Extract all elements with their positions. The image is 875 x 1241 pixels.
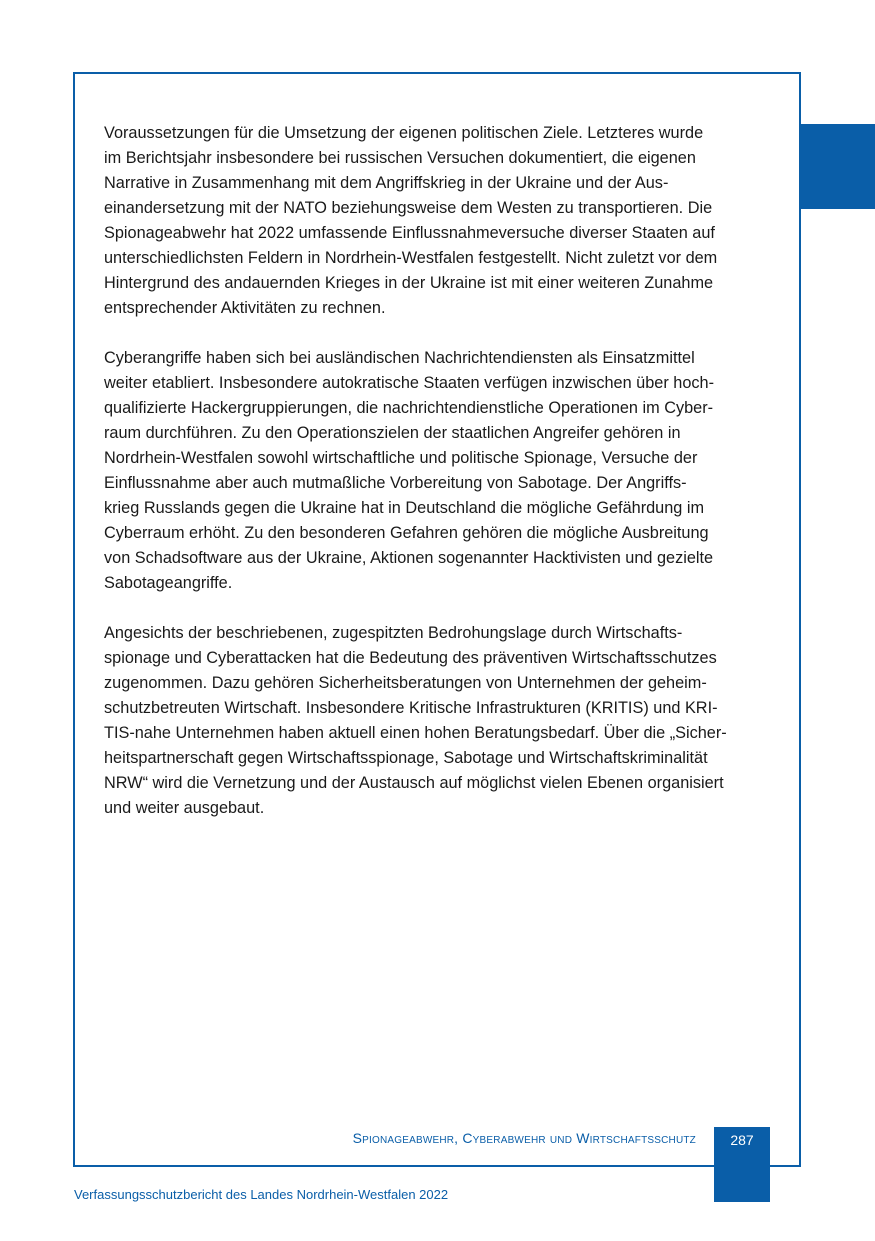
text-line: schutzbetreuten Wirtschaft. Insbesondere Kritische Infrastrukturen (KRITIS) und KRI- xyxy=(104,699,718,717)
text-line: und weiter ausgebaut. xyxy=(104,799,265,817)
text-line: Sabotageangriffe. xyxy=(104,574,233,592)
text-line: Nordrhein-Westfalen sowohl wirtschaftliche und politische Spionage, Versuche der xyxy=(104,449,698,467)
page-number-box xyxy=(714,1127,770,1202)
text-line: NRW“ wird die Vernetzung und der Austausch auf möglichst vielen Ebenen organisiert xyxy=(104,774,724,792)
paragraph-3 xyxy=(104,621,772,821)
text-line: krieg Russlands gegen die Ukraine hat in Deutschland die mögliche Gefährdung im xyxy=(104,499,705,517)
text-line: Cyberraum erhöht. Zu den besonderen Gefahren gehören die mögliche Ausbreitung xyxy=(104,524,709,542)
text-line: von Schadsoftware aus der Ukraine, Aktionen sogenannter Hacktivisten und gezielte xyxy=(104,549,714,567)
paragraph-2 xyxy=(104,346,772,596)
text-line: heitspartnerschaft gegen Wirtschaftsspionage, Sabotage und Wirtschaftskriminalität xyxy=(104,749,708,767)
text-line: weiter etabliert. Insbesondere autokratische Staaten verfügen inzwischen über hoch- xyxy=(104,374,714,392)
text-line: raum durchführen. Zu den Operationszielen der staatlichen Angreifer gehören in xyxy=(104,424,681,442)
text-line: im Berichtsjahr insbesondere bei russischen Versuchen dokumentiert, die eigenen xyxy=(104,149,696,167)
text-line: unterschiedlichsten Feldern in Nordrhein-Westfalen festgestellt. Nicht zuletzt vor dem xyxy=(104,249,718,267)
paragraph-1 xyxy=(104,121,772,321)
text-line: entsprechender Aktivitäten zu rechnen. xyxy=(104,299,386,317)
body-text xyxy=(104,121,772,846)
text-line: Einflussnahme aber auch mutmaßliche Vorbereitung von Sabotage. Der Angriffs- xyxy=(104,474,687,492)
text-line: Hintergrund des andauernden Krieges in der Ukraine ist mit einer weiteren Zunahme xyxy=(104,274,714,292)
report-title: Verfassungsschutzbericht des Landes Nordrhein-Westfalen 2022 xyxy=(74,1187,449,1202)
text-line: Spionageabwehr hat 2022 umfassende Einflussnahmeversuche diverser Staaten auf xyxy=(104,224,715,242)
text-line: qualifizierte Hackergruppierungen, die nachrichtendienstliche Operationen im Cyber- xyxy=(104,399,714,417)
chapter-side-tab xyxy=(799,124,875,209)
chapter-title: Spionageabwehr, Cyberabwehr und Wirtschaftsschutz xyxy=(352,1130,696,1146)
text-line: zugenommen. Dazu gehören Sicherheitsberatungen von Unternehmen der geheim- xyxy=(104,674,707,692)
text-line: einandersetzung mit der NATO beziehungsweise dem Westen zu transportieren. Die xyxy=(104,199,713,217)
text-line: TIS-nahe Unternehmen haben aktuell einen hohen Beratungsbedarf. Über die „Sicher- xyxy=(104,724,727,742)
text-line: Voraussetzungen für die Umsetzung der eigenen politischen Ziele. Letzteres wurde xyxy=(104,124,704,142)
text-line: Narrative in Zusammenhang mit dem Angriffskrieg in der Ukraine und der Aus- xyxy=(104,174,669,192)
text-line: Angesichts der beschriebenen, zugespitzten Bedrohungslage durch Wirtschafts- xyxy=(104,624,683,642)
text-line: spionage und Cyberattacken hat die Bedeutung des präventiven Wirtschaftsschutzes xyxy=(104,649,717,667)
page-number: 287 xyxy=(730,1132,754,1148)
text-line: Cyberangriffe haben sich bei ausländischen Nachrichtendiensten als Einsatzmittel xyxy=(104,349,695,367)
